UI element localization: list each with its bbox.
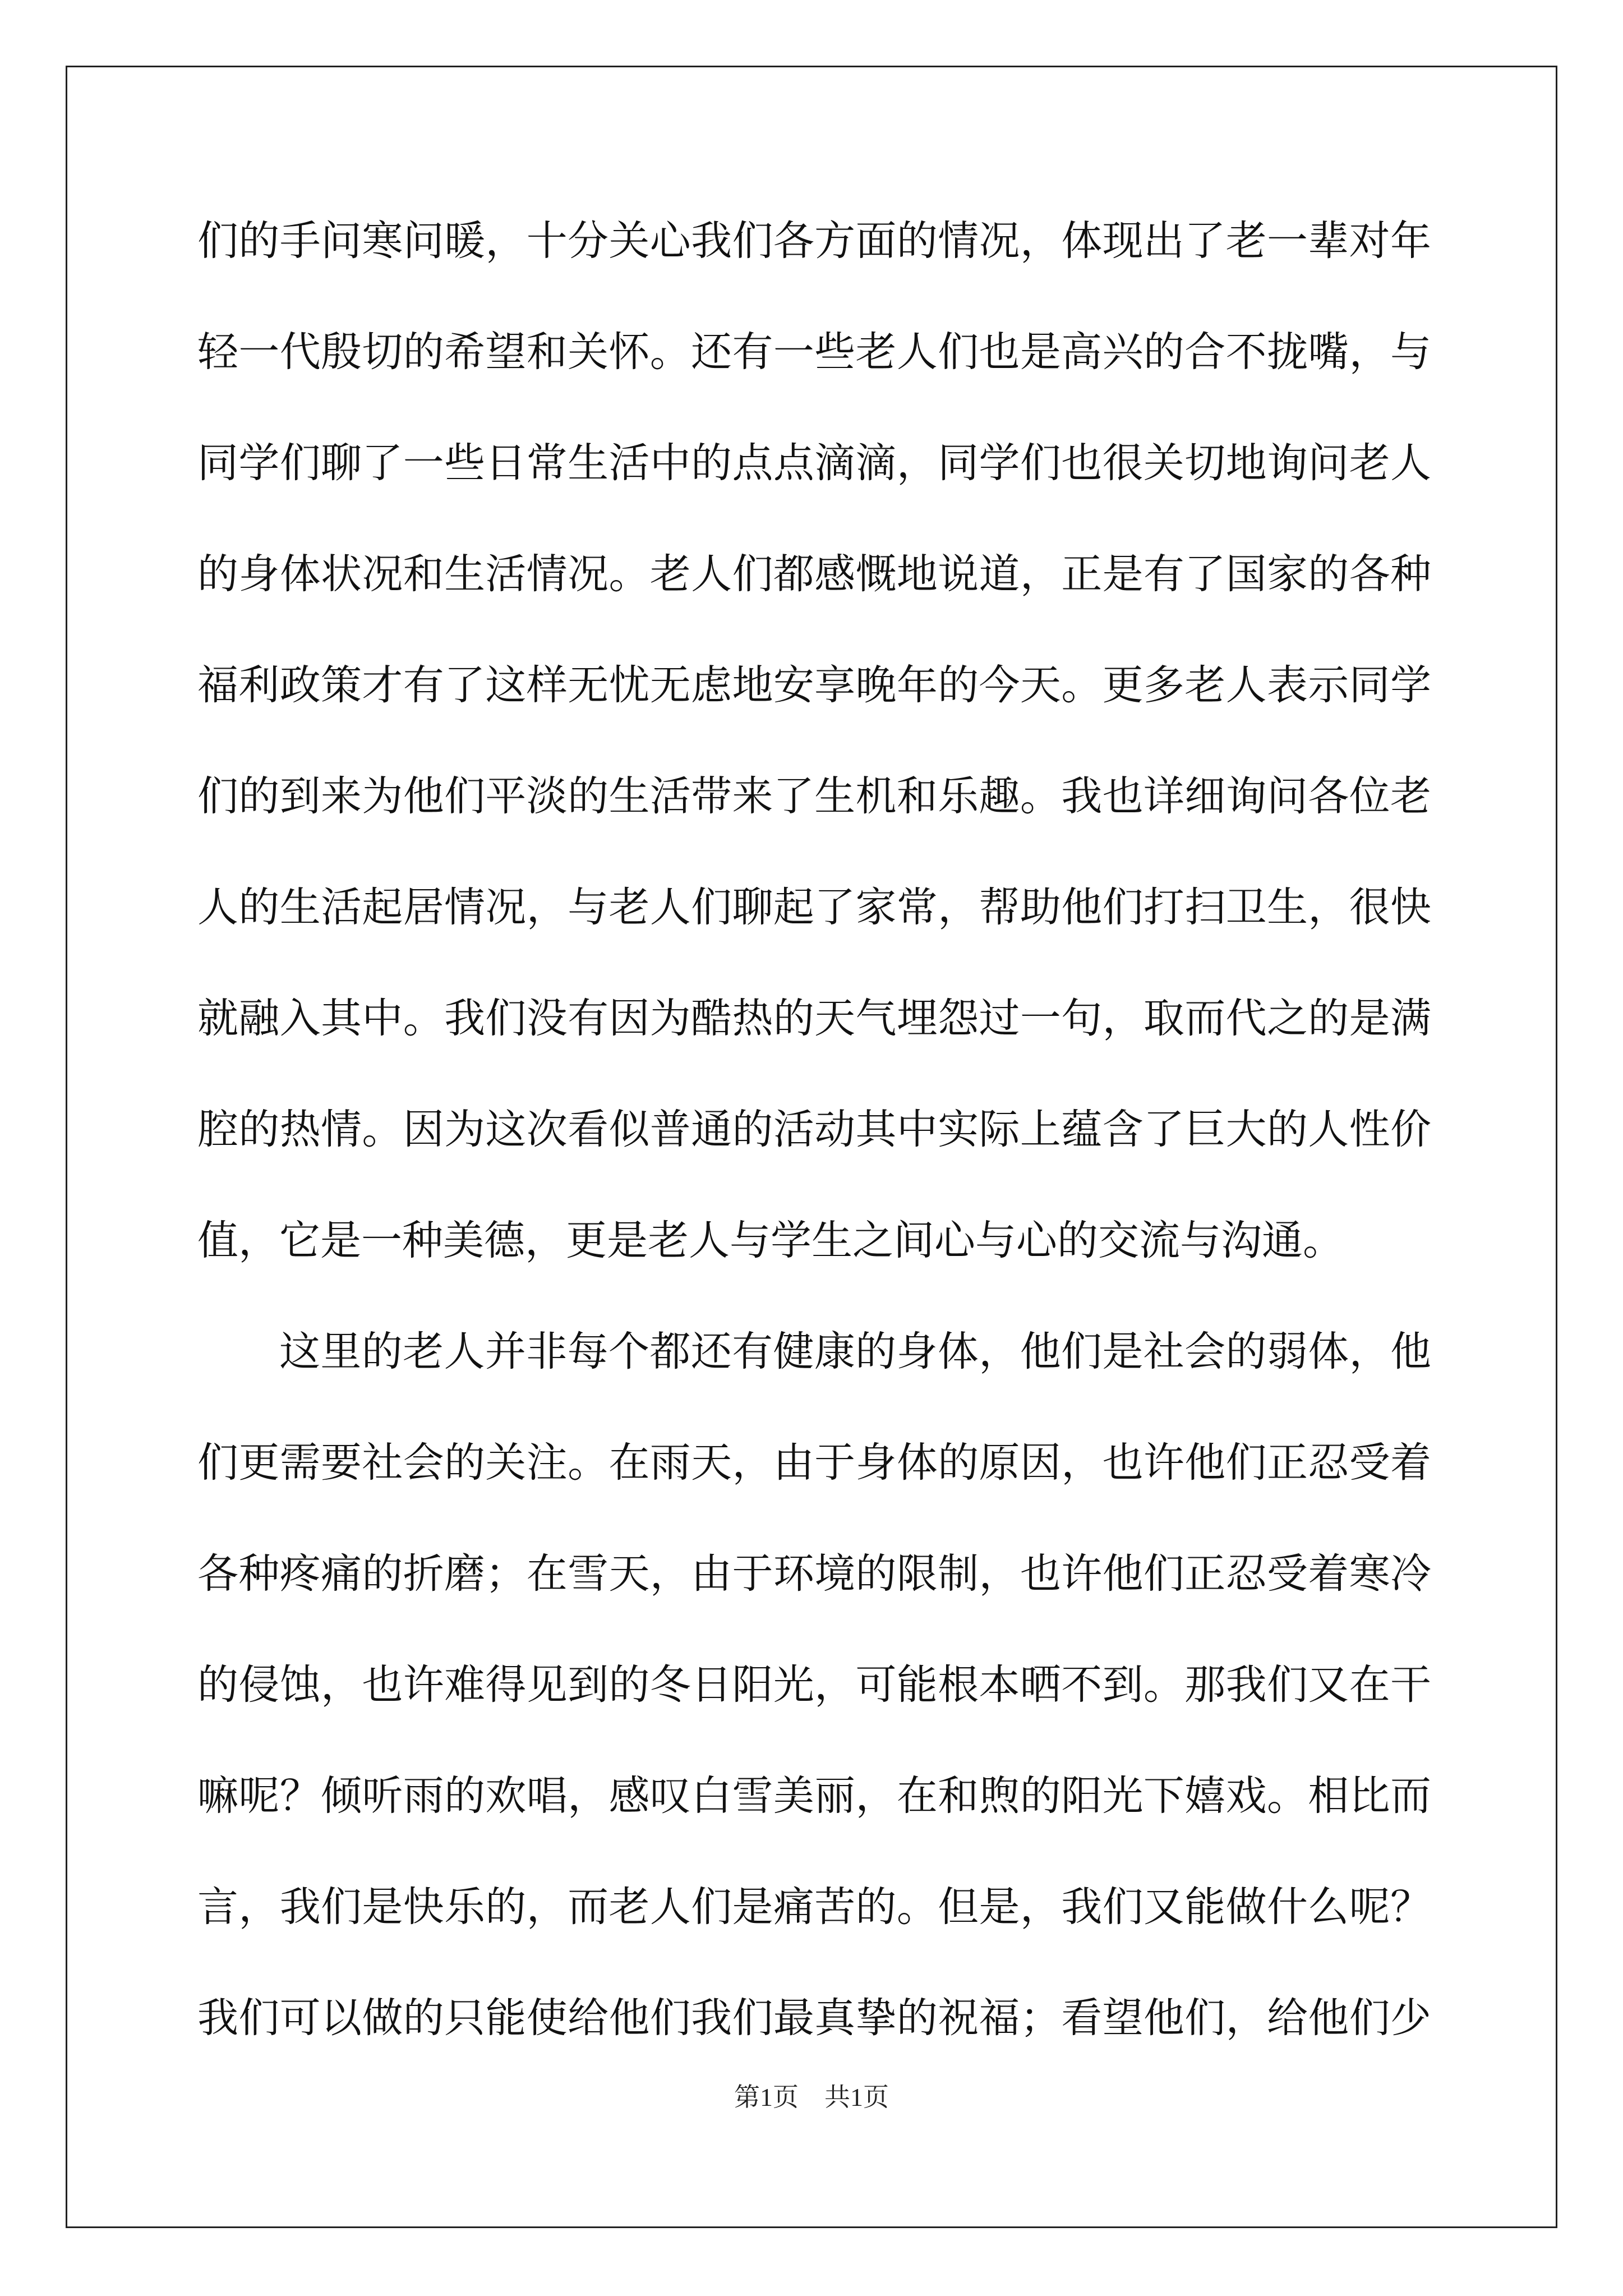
text-line: 我们可以做的只能使给他们我们最真挚的祝福；看望他们，给他们少 [197,1994,1431,2042]
text-line: 这里的老人并非每个都还有健康的身体，他们是社会的弱体，他 [279,1328,1431,1375]
text-line: 福利政策才有了这样无忧无虑地安享晚年的今天。更多老人表示同学 [197,661,1431,709]
text-line: 们的手问寒问暖，十分关心我们各方面的情况，体现出了老一辈对年 [197,217,1431,265]
text-line: 同学们聊了一些日常生活中的点点滴滴，同学们也很关切地询问老人 [197,439,1431,487]
text-line: 值，它是一种美德，更是老人与学生之间心与心的交流与沟通。 [197,1217,1344,1264]
page-number-footer: 第1页 共1页 [734,2083,889,2111]
text-line: 嘛呢？倾听雨的欢唱，感叹白雪美丽，在和煦的阳光下嬉戏。相比而 [197,1772,1431,1820]
document-body [197,209,1431,2097]
text-line: 的身体状况和生活情况。老人们都感慨地说道，正是有了国家的各种 [197,550,1431,598]
text-line: 的侵蚀，也许难得见到的冬日阳光，可能根本晒不到。那我们又在干 [197,1661,1431,1709]
text-line: 腔的热情。因为这次看似普通的活动其中实际上蕴含了巨大的人性价 [197,1106,1431,1153]
text-line: 各种疼痛的折磨；在雪天，由于环境的限制，也许他们正忍受着寒冷 [197,1550,1431,1598]
text-line: 们的到来为他们平淡的生活带来了生机和乐趣。我也详细询问各位老 [197,772,1431,820]
text-line: 们更需要社会的关注。在雨天，由于身体的原因，也许他们正忍受着 [197,1439,1431,1487]
text-line: 人的生活起居情况，与老人们聊起了家常，帮助他们打扫卫生，很快 [197,884,1431,931]
text-line: 轻一代殷切的希望和关怀。还有一些老人们也是高兴的合不拢嘴，与 [197,328,1431,376]
text-line: 言，我们是快乐的，而老人们是痛苦的。但是，我们又能做什么呢？ [197,1883,1431,1931]
text-line: 就融入其中。我们没有因为酷热的天气埋怨过一句，取而代之的是满 [197,995,1431,1042]
